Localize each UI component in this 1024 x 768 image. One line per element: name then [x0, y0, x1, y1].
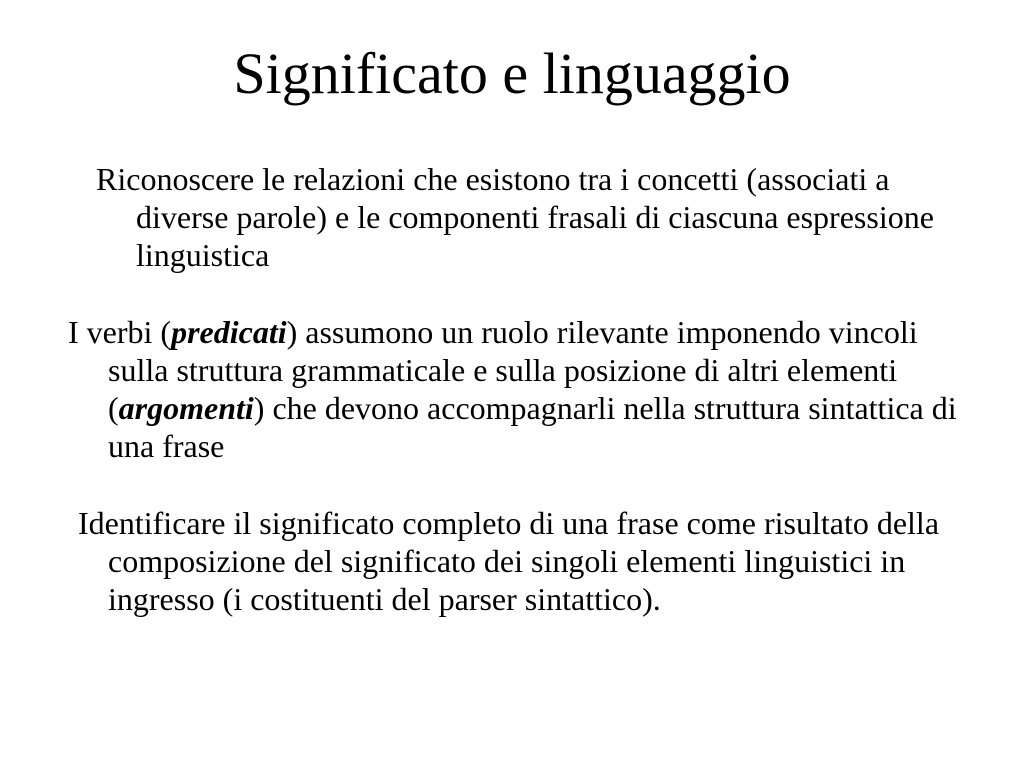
slide-title: Significato e linguaggio [233, 41, 791, 106]
paragraph-verbs-predicates [68, 313, 973, 465]
paragraph-meaning-composition [68, 504, 973, 618]
paragraph-concept-relations: Riconoscere le relazioni che esistono tra i concetti (associati a diverse parole) e le componenti frasali di ciascuna espressione linguistica [96, 161, 934, 273]
paragraph-text-segment: Identificare il significato completo di una frase come risultato della composizione del significato dei singoli elementi linguistici in ingresso (i costituenti del parser sintattico). [78, 505, 940, 617]
paragraph-text-segment: ) che devono accompagnarli nella struttura sintattica di una frase [108, 390, 957, 464]
paragraph-text-segment: ) assumono un ruolo rilevante imponendo vincoli sulla struttura grammaticale e sulla posizione di altri elementi ( [108, 314, 918, 426]
slide-body [68, 160, 973, 618]
term-predicati: predicati [171, 314, 287, 350]
term-argomenti: argomenti [118, 390, 254, 426]
paragraph-text-segment: I verbi ( [68, 314, 172, 350]
